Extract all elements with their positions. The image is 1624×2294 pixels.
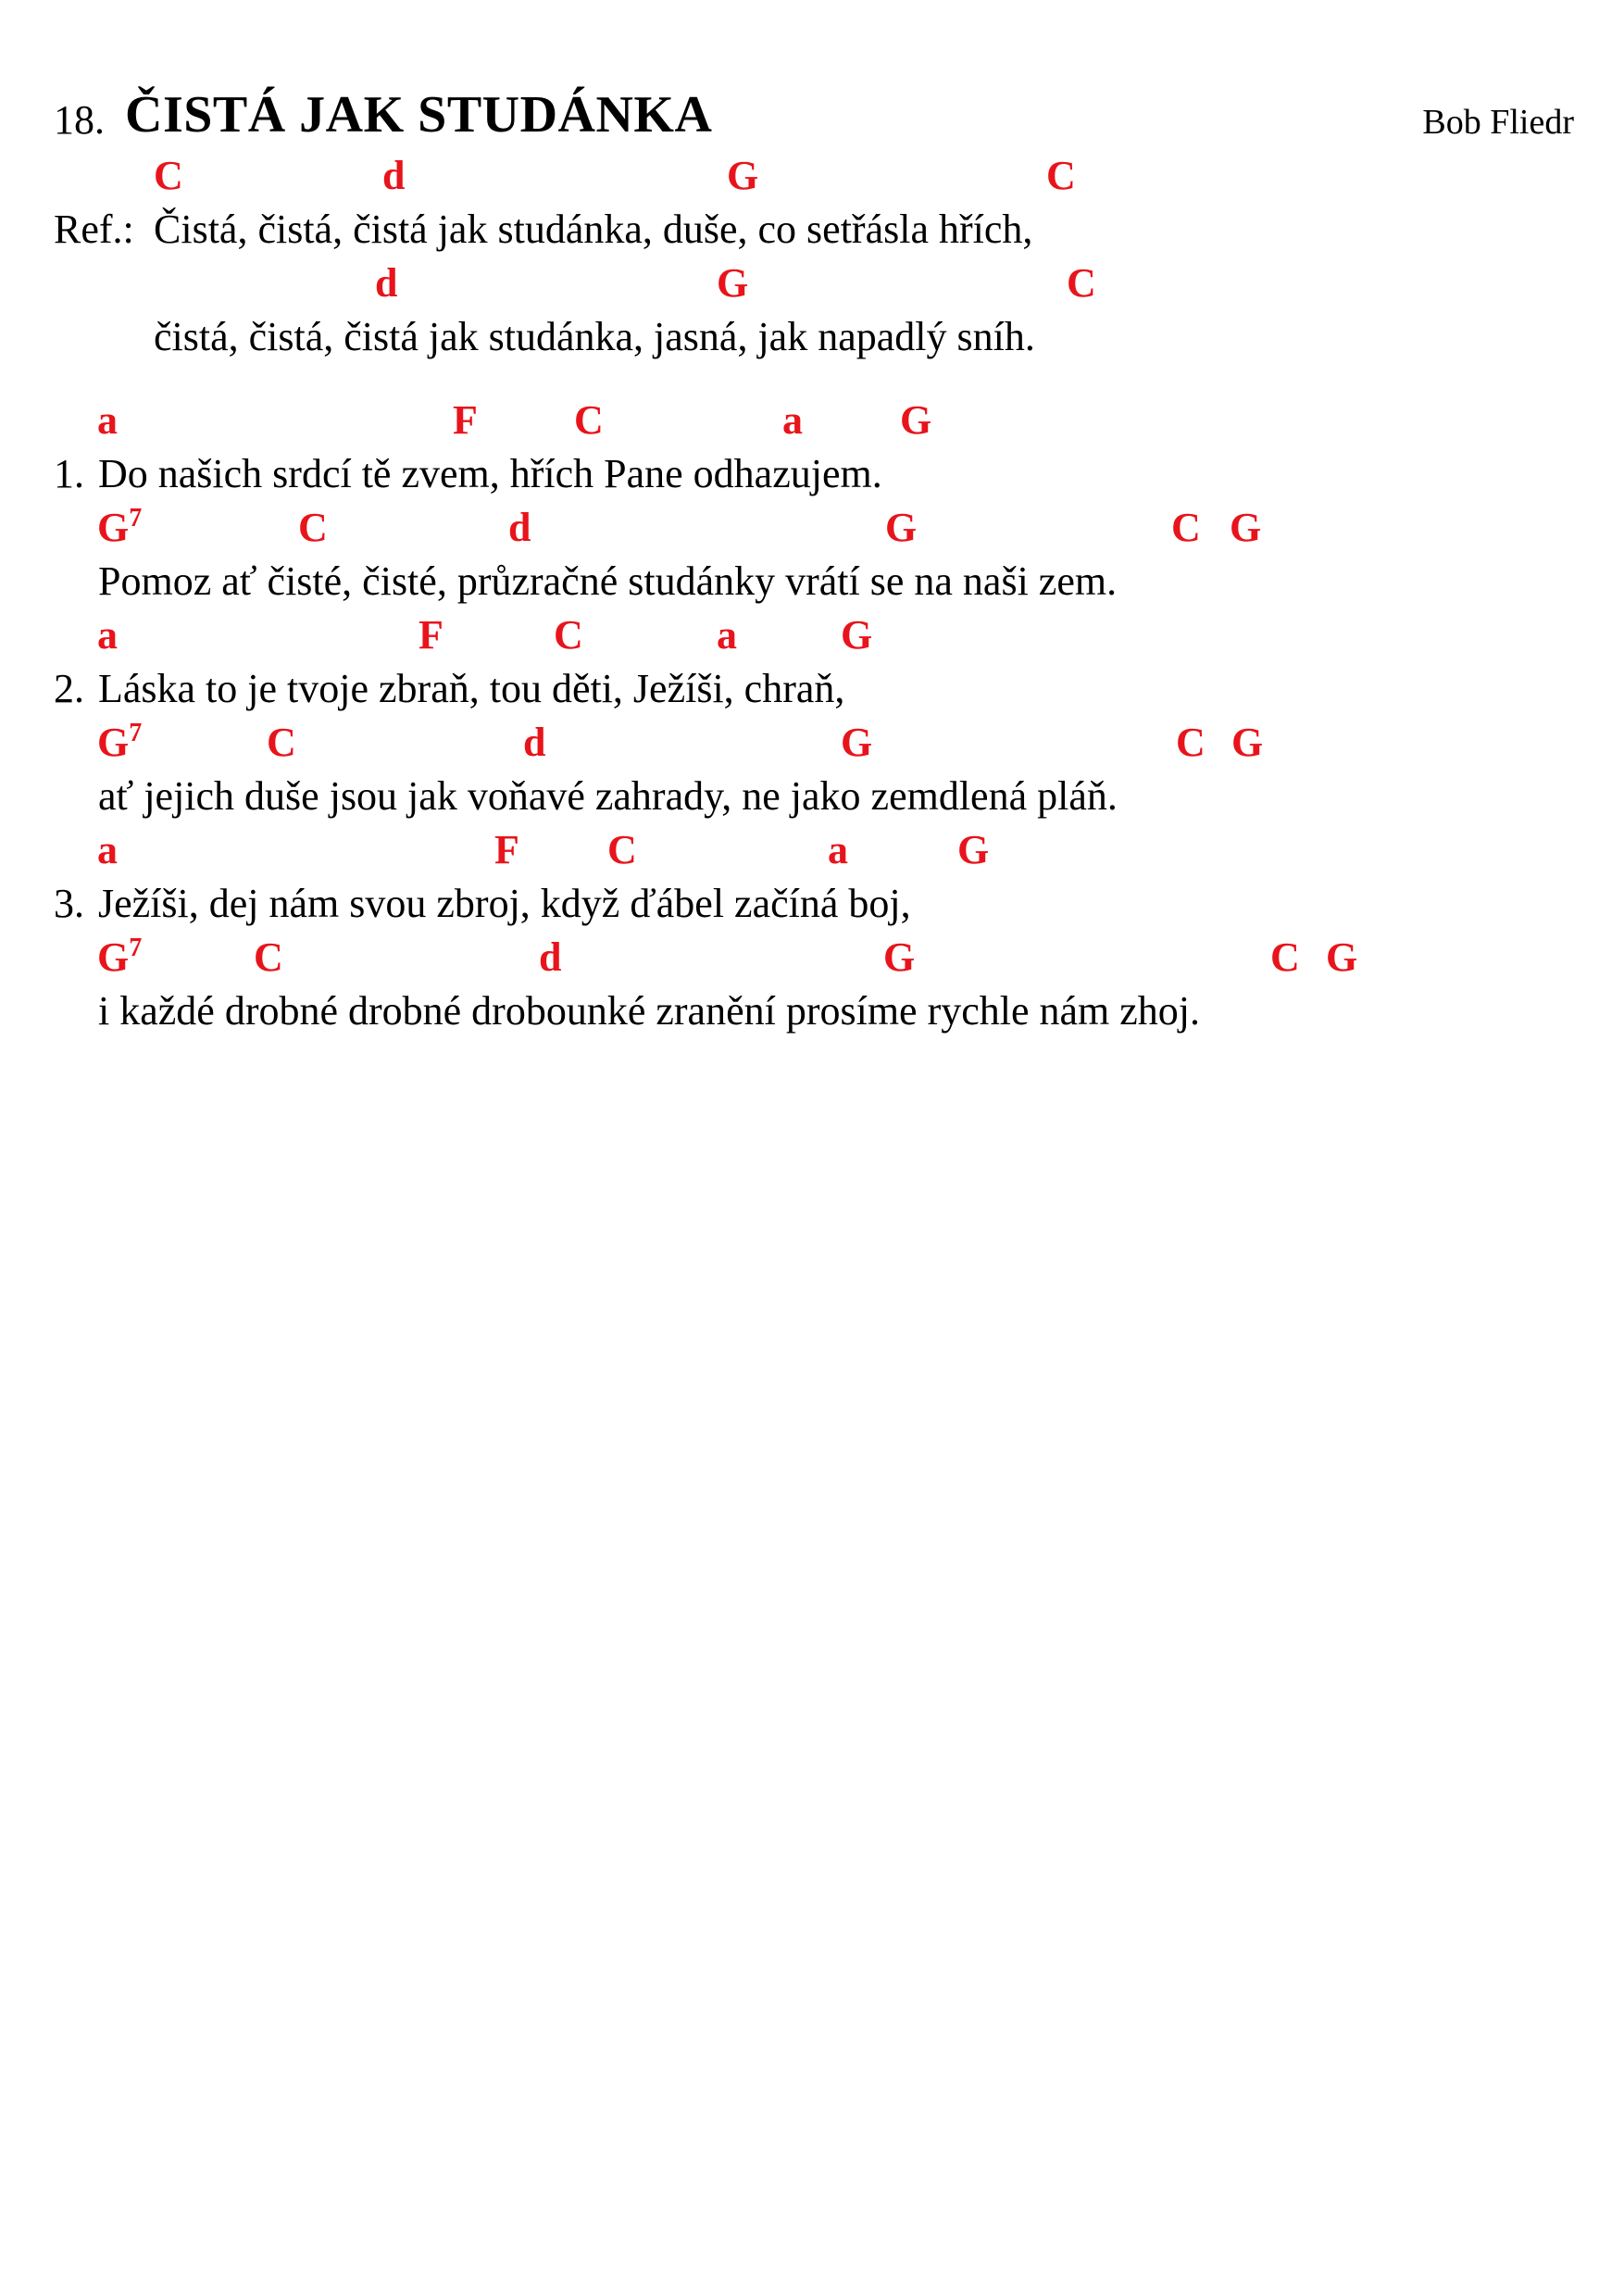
chord: d: [539, 934, 562, 980]
chord: d: [375, 260, 398, 306]
verse-label: 1.: [54, 451, 84, 496]
chord: G: [885, 505, 918, 550]
chord: a: [97, 612, 118, 658]
chord: G: [883, 934, 916, 980]
chord: a: [97, 397, 118, 443]
chord: d: [508, 505, 531, 550]
chord: G: [1231, 720, 1264, 765]
lyric-line: Ježíši, dej nám svou zbroj, když ďábel začíná boj,: [98, 881, 911, 926]
lyric-line: čistá, čistá, čistá jak studánka, jasná, jak napadlý sníh.: [154, 314, 1035, 359]
chord: G: [841, 612, 873, 658]
lyric-line: Do našich srdcí tě zvem, hřích Pane odhazujem.: [98, 451, 882, 496]
chord: $G^7$: [97, 719, 143, 765]
chord-superscript: 7: [129, 719, 143, 747]
song-header: [54, 83, 1574, 148]
chord: G: [727, 153, 759, 198]
chord: d: [382, 153, 406, 198]
chord: $G^7$: [97, 934, 143, 980]
chord: C: [607, 827, 637, 872]
chord: C: [298, 505, 328, 550]
chord: C: [554, 612, 583, 658]
lyric-line: ať jejich duše jsou jak voňavé zahrady, ne jako zemdlená pláň.: [98, 773, 1118, 819]
chord: C: [254, 934, 283, 980]
chord: C: [1067, 260, 1096, 306]
lyric-line: Pomoz ať čisté, čisté, průzračné studánky vrátí se na naši zem.: [98, 558, 1118, 604]
chord: a: [97, 827, 118, 872]
chord: C: [1270, 934, 1300, 980]
lyric-line: Láska to je tvoje zbraň, tou děti, Ježíši, chraň,: [98, 666, 845, 711]
chord: C: [267, 720, 296, 765]
chord: F: [418, 612, 443, 658]
chord: G: [717, 260, 749, 306]
verse-label: 3.: [54, 881, 84, 926]
chord-superscript: 7: [129, 504, 143, 533]
chorus-label: Ref.:: [54, 207, 134, 252]
chord: G: [1230, 505, 1262, 550]
chord: C: [154, 153, 183, 198]
chord: a: [717, 612, 737, 658]
chord: G: [957, 827, 990, 872]
chord: a: [828, 827, 848, 872]
lyric-line: i každé drobné drobné drobounké zranění prosíme rychle nám zhoj.: [98, 988, 1201, 1034]
chord: F: [494, 827, 519, 872]
lyric-line: Čistá, čistá, čistá jak studánka, duše, co setřásla hřích,: [154, 207, 1033, 252]
chord: d: [523, 720, 546, 765]
chord: G: [841, 720, 873, 765]
verse-label: 2.: [54, 666, 84, 711]
chord: F: [453, 397, 478, 443]
chord: C: [574, 397, 604, 443]
chord: G: [1326, 934, 1358, 980]
chord: C: [1171, 505, 1201, 550]
chord: C: [1046, 153, 1076, 198]
chord: C: [1176, 720, 1206, 765]
song-title: ČISTÁ JAK STUDÁNKA: [125, 86, 713, 144]
chord-superscript: 7: [129, 934, 143, 962]
song-number: 18.: [54, 97, 105, 143]
song-author: Bob Fliedr: [1422, 103, 1574, 142]
chord: a: [782, 397, 803, 443]
chord: $G^7$: [97, 504, 143, 550]
chord: G: [900, 397, 932, 443]
